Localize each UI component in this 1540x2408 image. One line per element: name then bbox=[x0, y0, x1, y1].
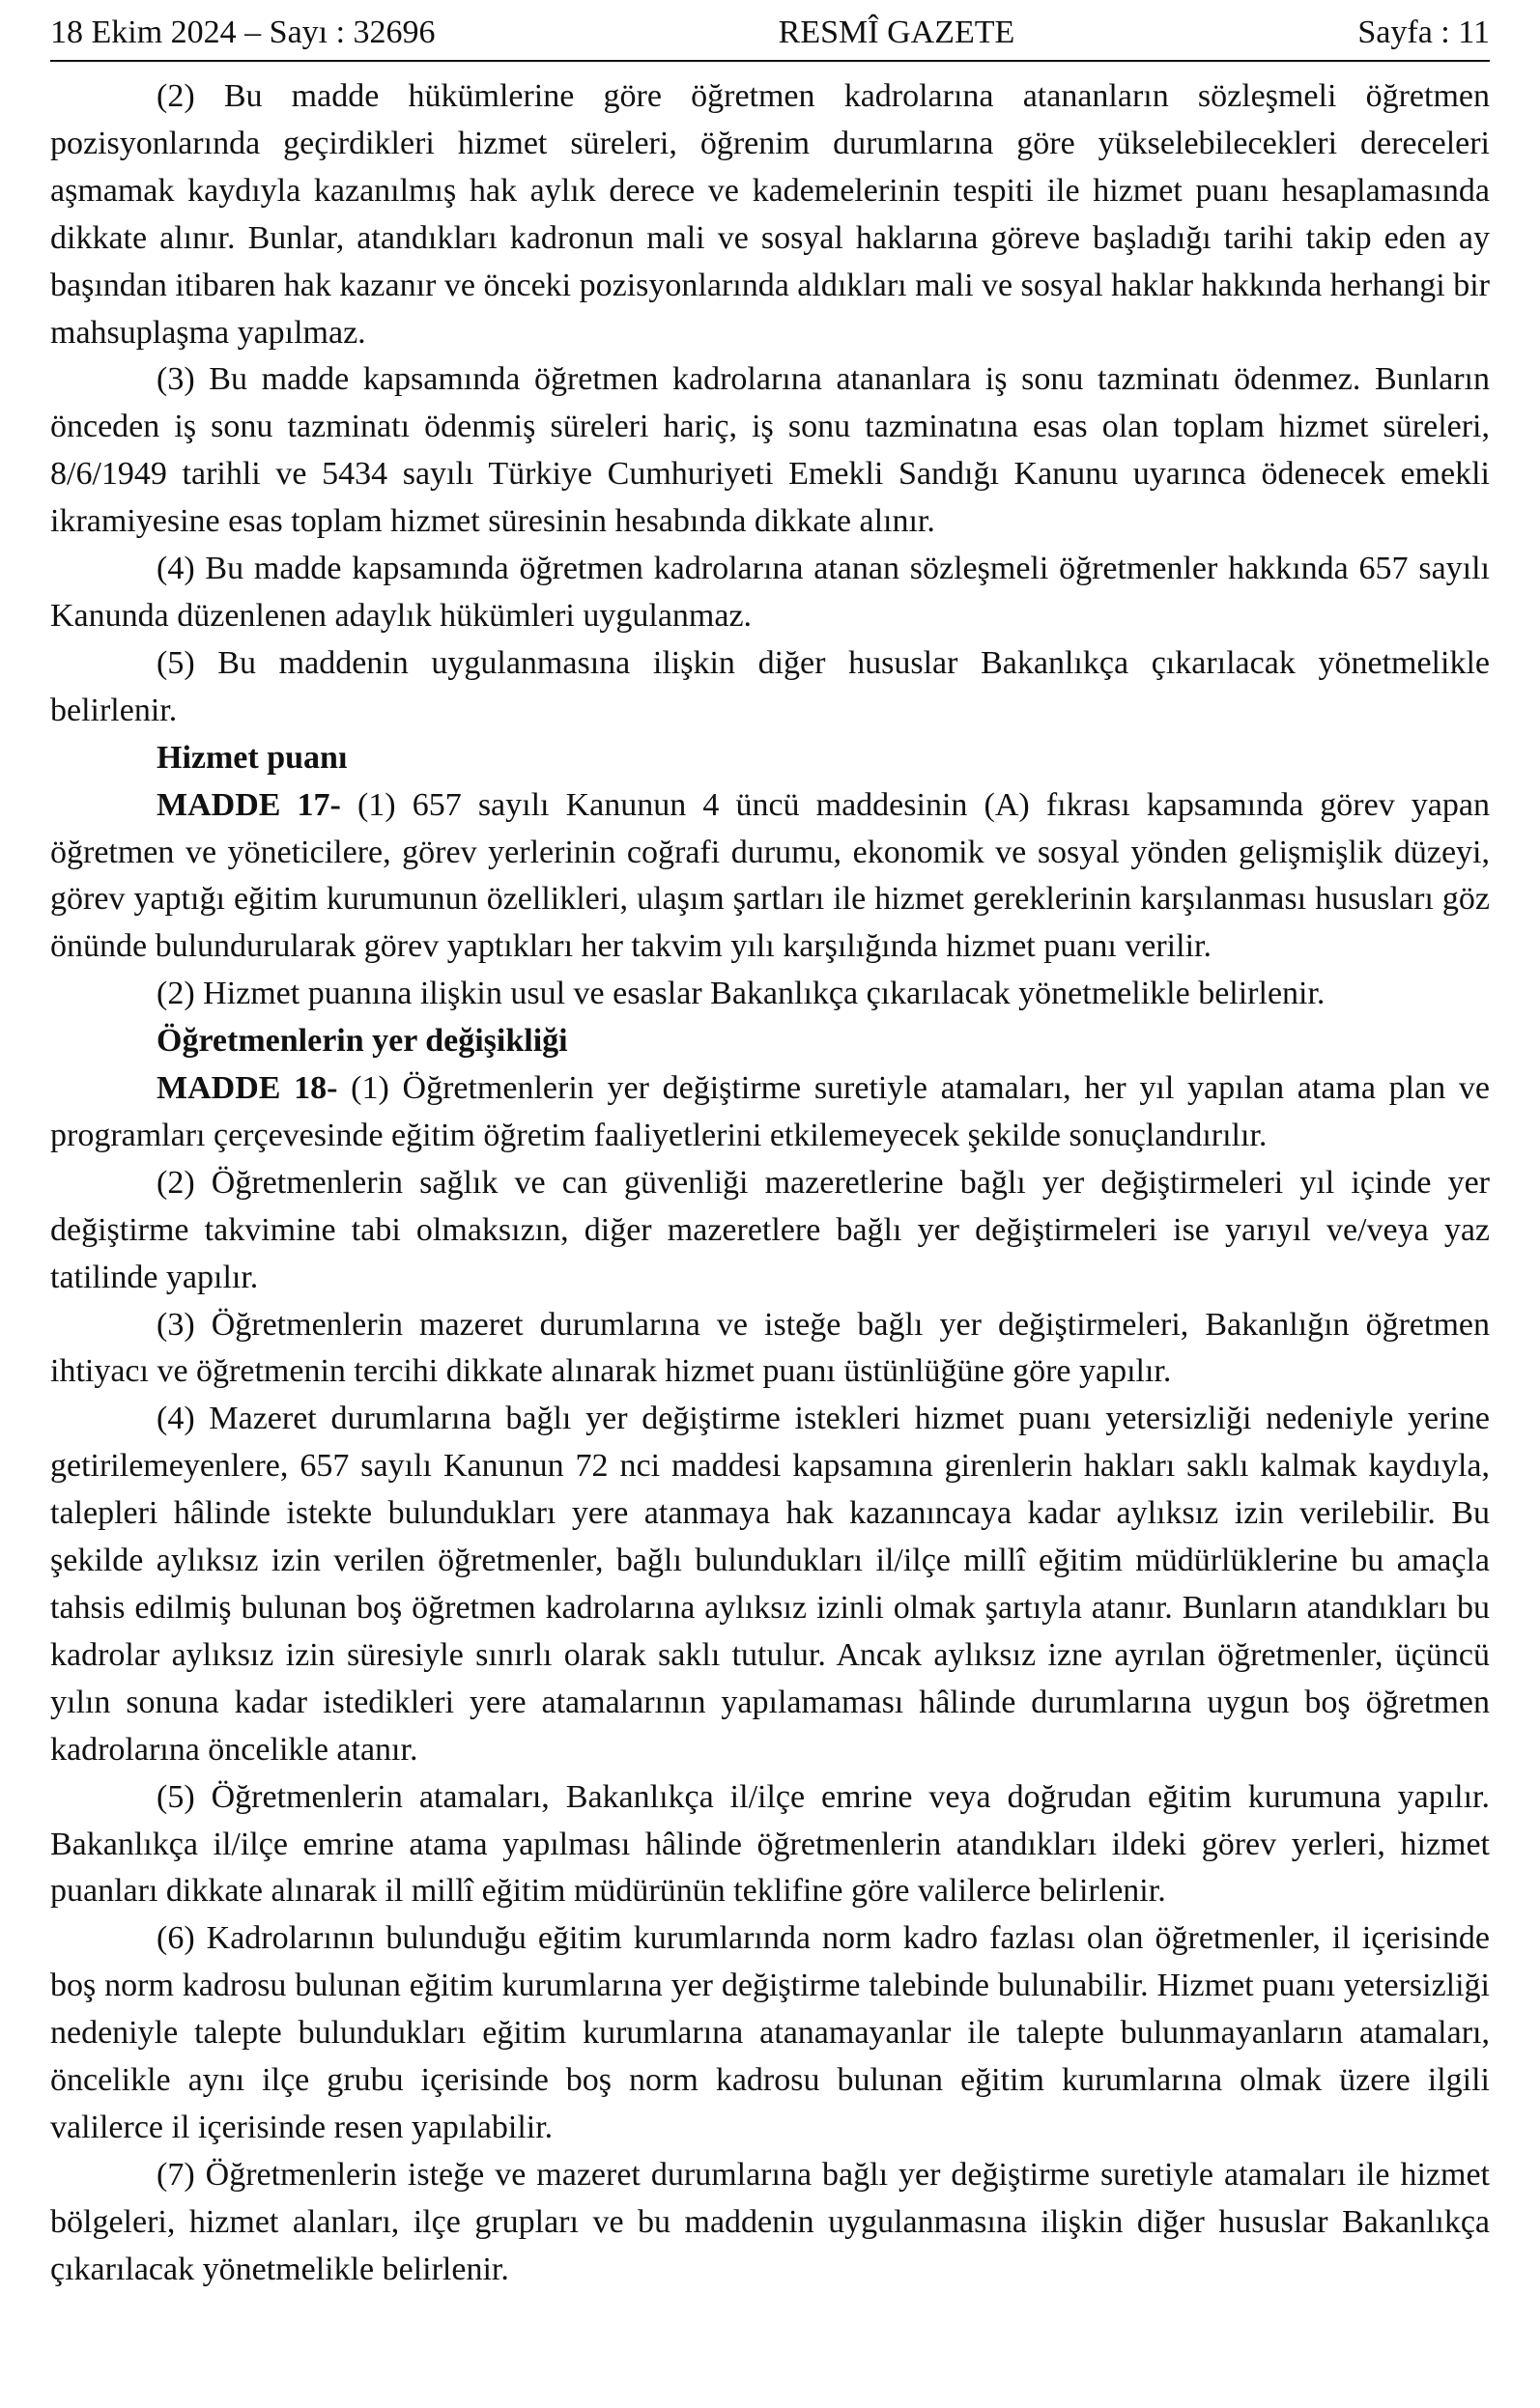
paragraph-18-2: (2) Öğretmenlerin sağlık ve can güvenliği mazeretlerine bağlı yer değiştirmeleri yıl içinde yer değiştirme takvimine tabi olmaksızın, diğer mazeretlere bağlı yer değiştirmeleri ise yarıyıl ve/veya yaz tatilinde yapılır. bbox=[50, 1164, 1490, 1295]
section-heading-hizmet-puani: Hizmet puanı bbox=[157, 739, 348, 776]
page-header bbox=[50, 14, 1490, 62]
paragraph-18-5: (5) Öğretmenlerin atamaları, Bakanlıkça il/ilçe emrine veya doğrudan eğitim kurumuna yapılır. Bakanlıkça il/ilçe emrine atama yapılması hâlinde öğretmenlerin atandıkları ildeki görev yerleri, hizmet puanları dikkate alınarak il millî eğitim müdürünün teklifine göre valilerce belirlenir. bbox=[50, 1778, 1490, 1910]
article-18-label: MADDE 18- bbox=[157, 1070, 338, 1107]
paragraph-16-2: (2) Bu madde hükümlerine göre öğretmen kadrolarına atananların sözleşmeli öğretmen pozisyonlarında geçirdikleri hizmet süreleri, öğrenim durumlarına göre yükselebilecekleri dereceleri aşmamak kaydıyla kazanılmış hak aylık derece ve kademelerinin tespiti ile hizmet puanı hesaplamasında dikkate alınır. Bunlar, atandıkları kadronun mali ve sosyal haklarına göreve başladığı tarihi takip eden ay başından itibaren hak kazanır ve önceki pozisyonlarında aldıkları mali ve sosyal haklar hakkında herhangi bir mahsuplaşma yapılmaz. bbox=[50, 78, 1490, 351]
paragraph-18-7: (7) Öğretmenlerin isteğe ve mazeret durumlarına bağlı yer değiştirme suretiyle atamaları ile hizmet bölgeleri, hizmet alanları, ilçe grupları ve bu maddenin uygulanmasına ilişkin diğer hususlar Bakanlıkça çıkarılacak yönetmelikle belirlenir. bbox=[50, 2156, 1490, 2287]
paragraph-17-2: (2) Hizmet puanına ilişkin usul ve esaslar Bakanlıkça çıkarılacak yönetmelikle belirlenir. bbox=[157, 976, 1326, 1012]
article-18-text: (1) Öğretmenlerin yer değiştirme suretiyle atamaları, her yıl yapılan atama plan ve programları çerçevesinde eğitim öğretim faaliyetlerini etkilemeyecek şekilde sonuçlandırılır. bbox=[50, 1070, 1490, 1153]
paragraph-18-4: (4) Mazeret durumlarına bağlı yer değiştirme istekleri hizmet puanı yetersizliği nedeniyle yerine getirilemeyenlere, 657 sayılı Kanunun 72 nci maddesi kapsamına girenlerin hakları saklı kalmak kaydıyla, talepleri hâlinde istekte bulundukları yere atanmaya hak kazanıncaya kadar aylıksız izin verilebilir. Bu şekilde aylıksız izin verilen öğretmenler, bağlı bulundukları il/ilçe millî eğitim müdürlüklerine bu amaçla tahsis edilmiş bulunan boş öğretmen kadrolarına aylıksız izinli olmak şartıyla atanır. Bunların atandıkları bu kadrolar aylıksız izin süresiyle sınırlı olarak saklı tutulur. Ancak aylıksız izne ayrılan öğretmenler, üçüncü yılın sonuna kadar istedikleri yere atamalarının yapılamaması hâlinde durumlarına uygun boş öğretmen kadrolarına öncelikle atanır. bbox=[50, 1401, 1490, 1768]
publication-title: RESMÎ GAZETE bbox=[778, 14, 1015, 50]
section-heading-yer-degisikligi: Öğretmenlerin yer değişikliği bbox=[157, 1023, 568, 1060]
paragraph-18-3: (3) Öğretmenlerin mazeret durumlarına ve isteğe bağlı yer değiştirmeleri, Bakanlığın öğretmen ihtiyacı ve öğretmenin tercihi dikkate alınarak hizmet puanı üstünlüğüne göre yapılır. bbox=[50, 1306, 1490, 1390]
article-17-text: (1) 657 sayılı Kanunun 4 üncü maddesinin (A) fıkrası kapsamında görev yapan öğretmen ve yöneticilere, görev yerlerinin coğrafi durumu, ekonomik ve sosyal yönden gelişmişlik düzeyi, görev yaptığı eğitim kurumunun özellikleri, ulaşım şartları ile hizmet gereklerinin karşılanması hususları göz önünde bulundurularak görev yaptıkları her takvim yılı karşılığında hizmet puanı verilir. bbox=[50, 786, 1490, 965]
paragraph-16-3: (3) Bu madde kapsamında öğretmen kadrolarına atananlara iş sonu tazminatı ödenmez. Bunların önceden iş sonu tazminatı ödenmiş süreleri hariç, iş sonu tazminatına esas olan toplam hizmet süreleri, 8/6/1949 tarihli ve 5434 sayılı Türkiye Cumhuriyeti Emekli Sandığı Kanunu uyarınca ödenecek emekli ikramiyesine esas toplam hizmet süresinin hesabında dikkate alınır. bbox=[50, 361, 1490, 540]
paragraph-18-6: (6) Kadrolarının bulunduğu eğitim kurumlarında norm kadro fazlası olan öğretmenler, il içerisinde boş norm kadrosu bulunan eğitim kurumlarına yer değiştirme talebinde bulunabilir. Hizmet puanı yetersizliği nedeniyle talepte bulundukları eğitim kurumlarına atanamayanlar ile talepte bulunmayanların atamaları, öncelikle aynı ilçe grubu içerisinde boş norm kadrosu bulunan eğitim kurumlarına olmak üzere ilgili valilerce il içerisinde resen yapılabilir. bbox=[50, 1920, 1490, 2145]
page-number: Sayfa : 11 bbox=[1357, 14, 1490, 50]
article-17-label: MADDE 17- bbox=[157, 786, 341, 823]
paragraph-18-1 bbox=[50, 1065, 1490, 1160]
paragraph-16-4: (4) Bu madde kapsamında öğretmen kadrolarına atanan sözleşmeli öğretmenler hakkında 657 sayılı Kanunda düzenlenen adaylık hükümleri uygulanmaz. bbox=[50, 551, 1490, 634]
paragraph-16-5: (5) Bu maddenin uygulanmasına ilişkin diğer hususlar Bakanlıkça çıkarılacak yönetmelikle belirlenir. bbox=[50, 644, 1490, 728]
date-issue: 18 Ekim 2024 – Sayı : 32696 bbox=[50, 14, 436, 50]
paragraph-17-1 bbox=[50, 782, 1490, 972]
document-body bbox=[50, 73, 1490, 2294]
